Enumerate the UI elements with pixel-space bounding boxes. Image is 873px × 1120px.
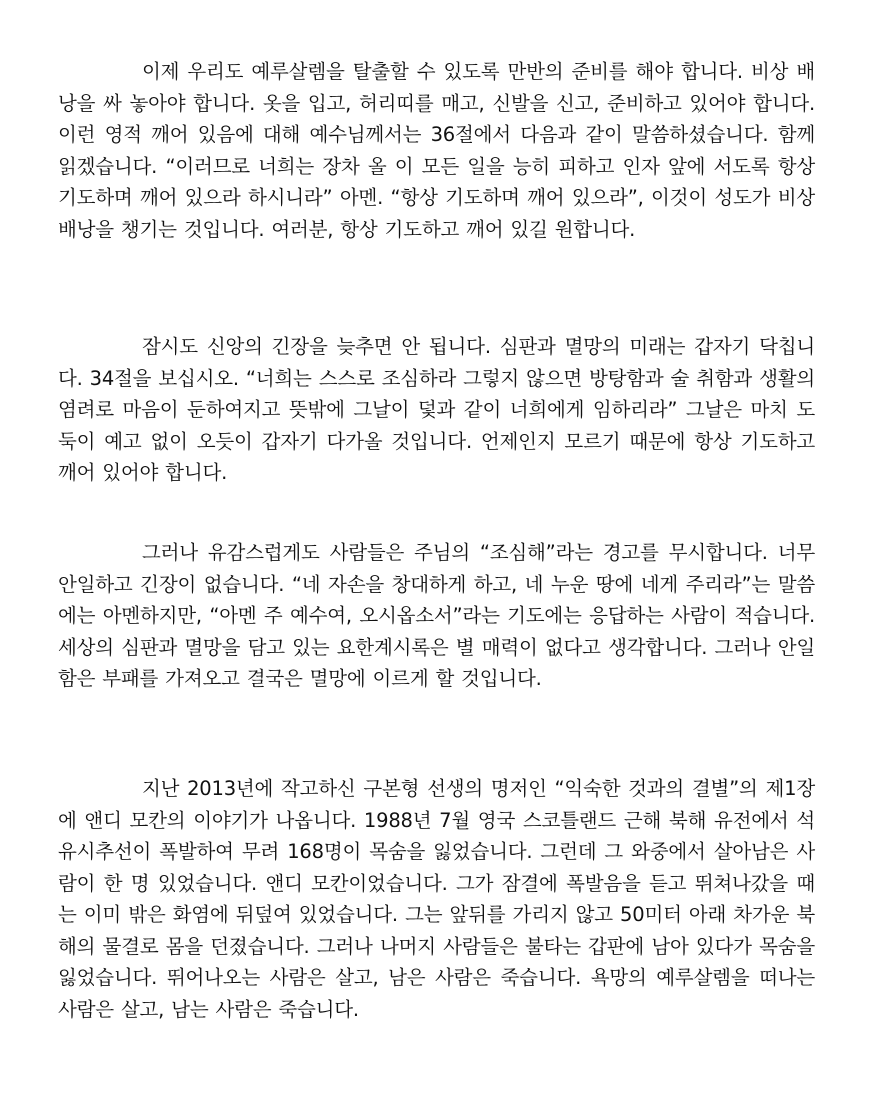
paragraph-3: 그러나 유감스럽게도 사람들은 주님의 “조심해”라는 경고를 무시합니다. 너무 안일하고 긴장이 없습니다. “네 자손을 창대하게 하고, 네 누운 땅에 네게 주리라”는 말씀에는 아멘하지만, “아멘 주 예수여, 오시옵소서”라는 기도에는 응답하는 사람이 적습니다. 세상의 심판과 멸망을 담고 있는 요한계시록은 별 매력이 없다고 생각합니다. 그러나 안일함은 부패를 가져오고 결국은 멸망에 이르게 할 것입니다.	[58, 541, 815, 690]
paragraph-4: 지난 2013년에 작고하신 구본형 선생의 명저인 “익숙한 것과의 결별”의 제1장에 앤디 모칸의 이야기가 나옵니다. 1988년 7월 영국 스코틀랜드 근해 북해 유전에서 석유시추선이 폭발하여 무려 168명이 목숨을 잃었습니다. 그런데 그 와중에서 살아남은 사람이 한 명 있었습니다. 앤디 모칸이었습니다. 그가 잠결에 폭발음을 듣고 뛰쳐나갔을 때는 이미 밖은 화염에 뒤덮여 있었습니다. 그는 앞뒤를 가리지 않고 50미터 아래 차가운 북해의 물결로 몸을 던졌습니다. 그러나 나머지 사람들은 불타는 갑판에 남아 있다가 목숨을 잃었습니다. 뛰어나오는 사람은 살고, 남은 사람은 죽습니다. 욕망의 예루살렘을 떠나는 사람은 살고, 남는 사람은 죽습니다.	[58, 777, 815, 1021]
paragraph-2: 잠시도 신앙의 긴장을 늦추면 안 됩니다. 심판과 멸망의 미래는 갑자기 닥칩니다. 34절을 보십시오. “너희는 스스로 조심하라 그렇지 않으면 방탕함과 술 취함과 생활의 염려로 마음이 둔하여지고 뜻밖에 그날이 덫과 같이 너희에게 임하리라” 그날은 마치 도둑이 예고 없이 오듯이 갑자기 다가올 것입니다. 언제인지 모르기 때문에 항상 기도하고 깨어 있어야 합니다.	[58, 335, 815, 484]
paragraph-1: 이제 우리도 예루살렘을 탈출할 수 있도록 만반의 준비를 해야 합니다. 비상 배낭을 싸 놓아야 합니다. 옷을 입고, 허리띠를 매고, 신발을 신고, 준비하고 있어야 합니다. 이런 영적 깨어 있음에 대해 예수님께서는 36절에서 다음과 같이 말씀하셨습니다. 함께 읽겠습니다. “이러므로 너희는 장차 올 이 모든 일을 능히 피하고 인자 앞에 서도록 항상 기도하며 깨어 있으라 하시니라” 아멘. “항상 기도하며 깨어 있으라”, 이것이 성도가 비상 배낭을 챙기는 것입니다. 여러분, 항상 기도하고 깨어 있길 원합니다.	[58, 60, 815, 241]
